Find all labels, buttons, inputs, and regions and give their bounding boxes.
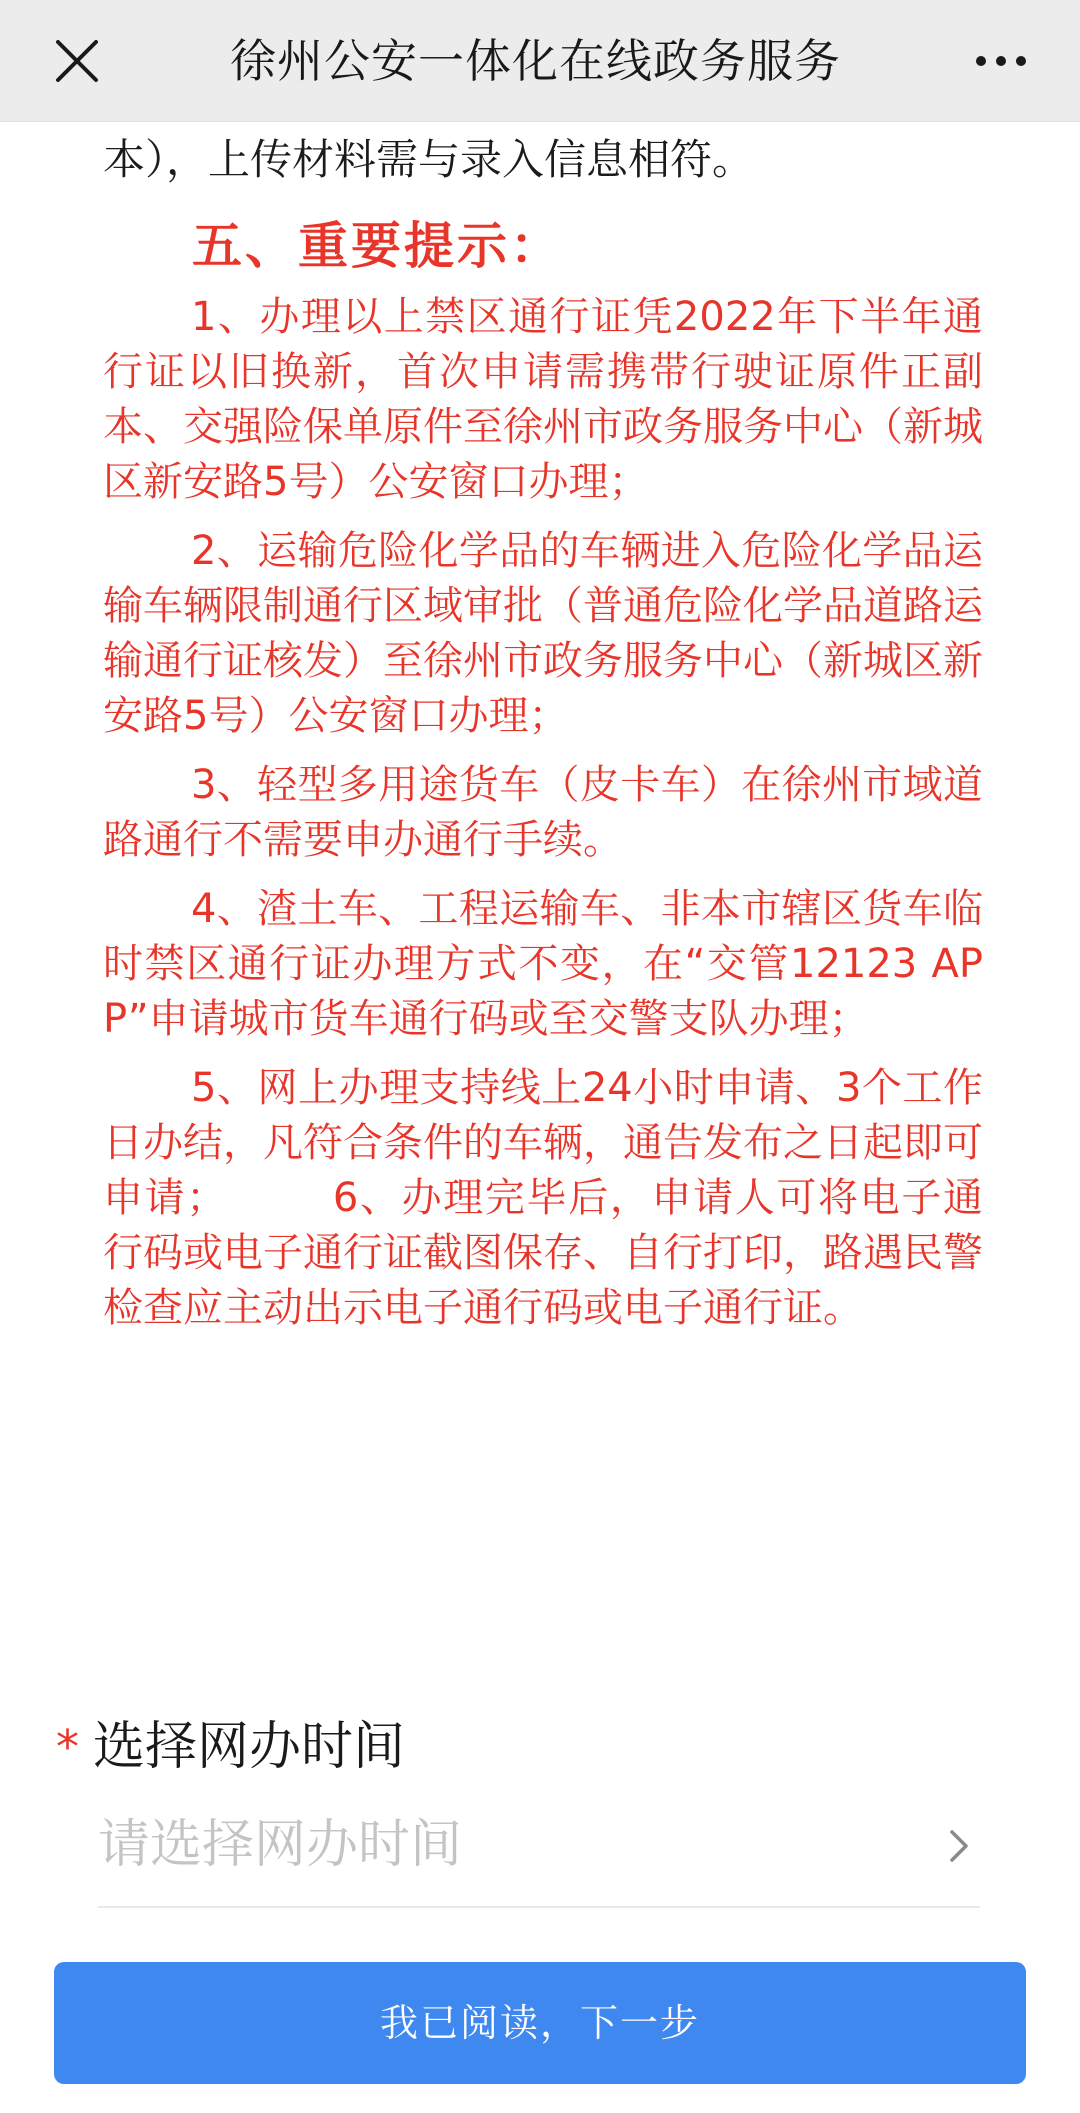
top-navigation-bar [0,0,1080,122]
online-time-picker[interactable] [98,1800,980,1908]
chevron-right-icon [944,1826,974,1866]
notice-lead-text: 本），上传材料需与录入信息相符。 [103,135,755,184]
online-time-placeholder: 请选择网办时间 [98,1815,463,1875]
tip-item-5: 5、网上办理支持线上24小时申请、3个工作日办结，凡符合条件的车辆，通告发布之日起即可申请； 6、办理完毕后，申请人可将电子通行码或电子通行证截图保存、自行打印，路遇民警检查应主动出示电子通行码或电子通行证。 [103,1065,983,1331]
required-mark: * [56,1720,79,1774]
tip-item-2: 2、运输危险化学品的车辆进入危险化学品运输车辆限制通行区域审批（普通危险化学品道路运输通行证核发）至徐州市政务服务中心（新城区新安路5号）公安窗口办理； [103,528,983,739]
important-tips-heading: 五、重要提示： [192,217,563,275]
tip-item-4: 4、渣土车、工程运输车、非本市辖区货车临时禁区通行证办理方式不变，在“交管12123 APP”申请城市货车通行码或至交警支队办理； [103,886,983,1042]
close-icon[interactable] [46,30,108,92]
tip-item-1: 1、办理以上禁区通行证凭2022年下半年通行证以旧换新，首次申请需携带行驶证原件正副本、交强险保单原件至徐州市政务服务中心（新城区新安路5号）公安窗口办理； [103,294,983,505]
important-tips-list [103,290,983,1350]
online-time-label [56,1712,405,1782]
next-step-button[interactable]: 我已阅读，下一步 [54,1962,1026,2084]
tip-item-3: 3、轻型多用途货车（皮卡车）在徐州市域道路通行不需要申办通行手续。 [103,762,983,863]
more-dots-icon[interactable] [970,38,1032,84]
online-time-label-text: 选择网办时间 [93,1717,406,1777]
page-title: 徐州公安一体化在线政务服务 [230,34,841,88]
